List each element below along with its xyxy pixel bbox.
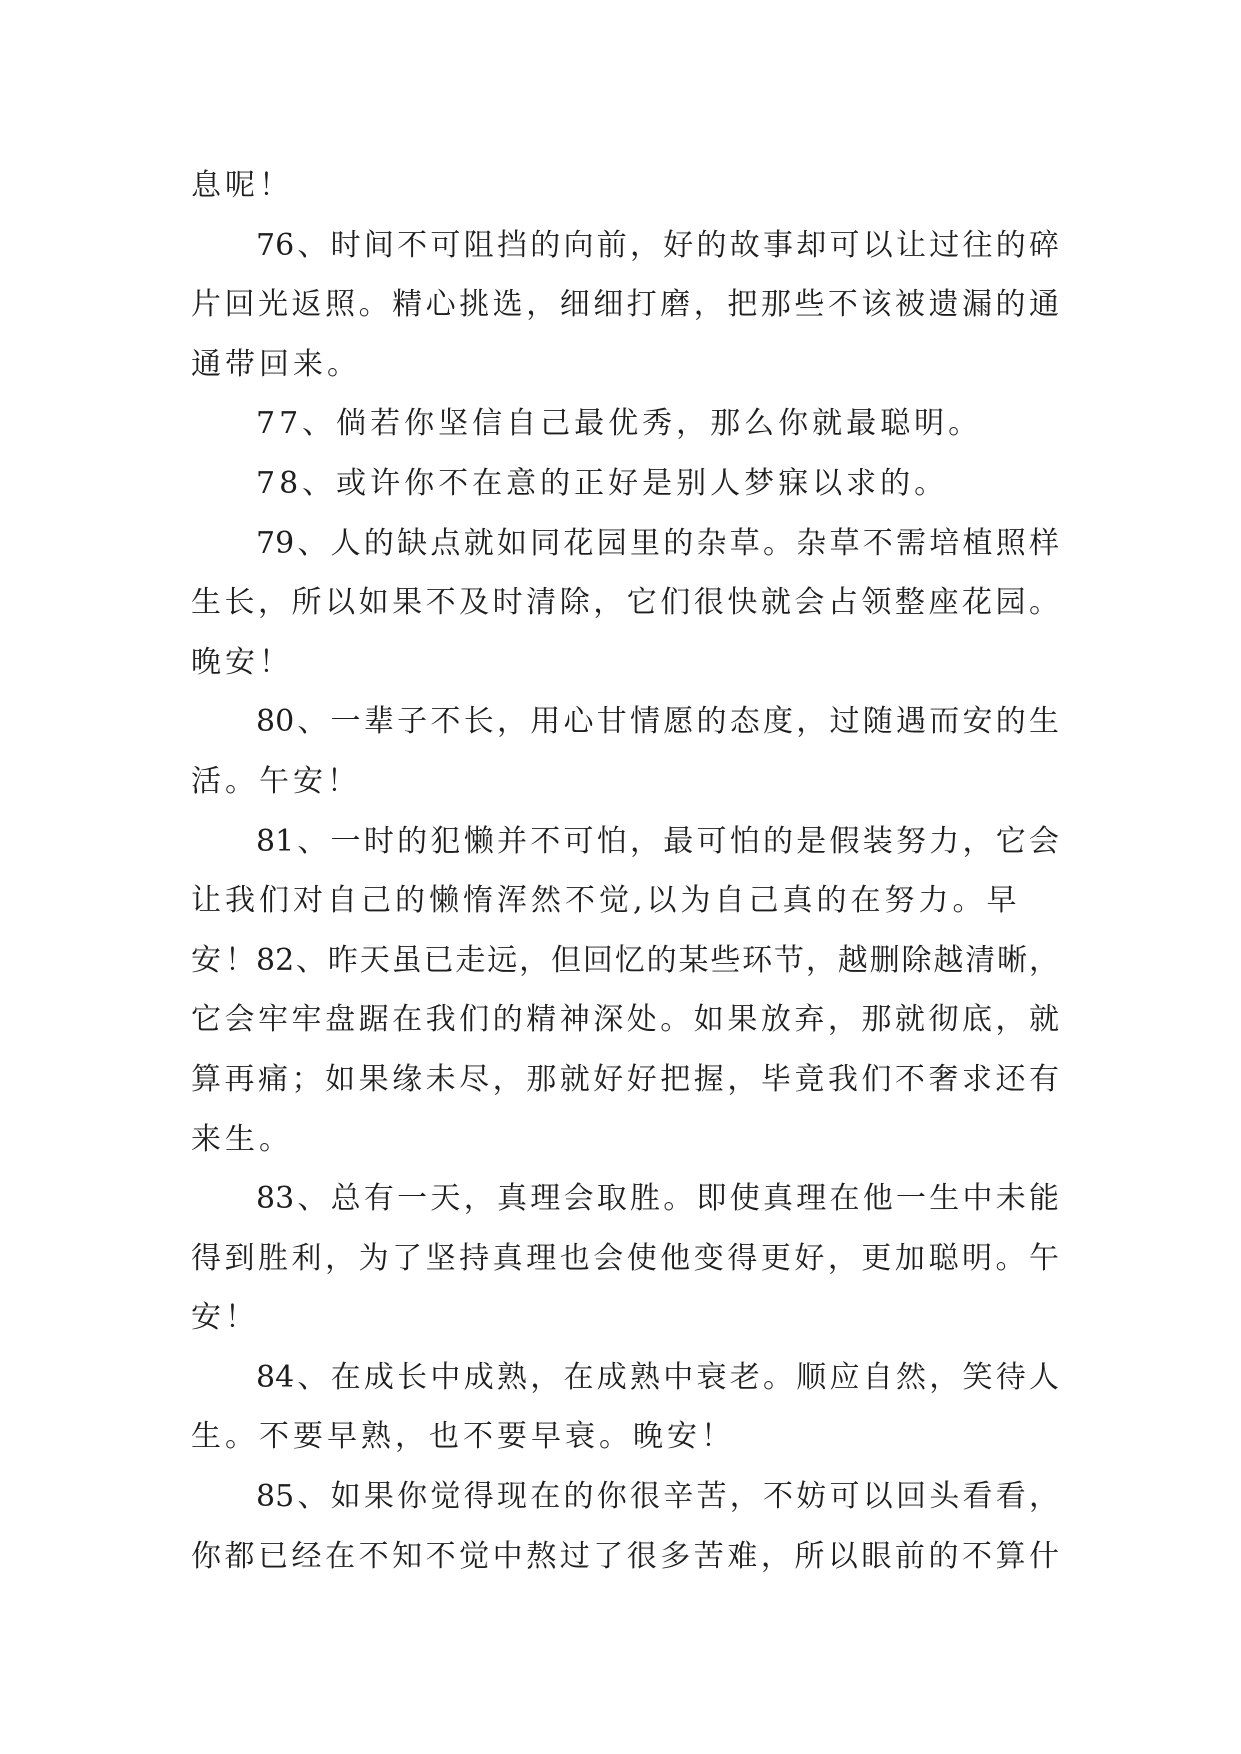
paragraph-line: 80、一辈子不长，用心甘情愿的态度，过随遇而安的生 <box>256 704 1059 740</box>
paragraph-84 <box>191 1348 1059 1467</box>
paragraph-line: 通带回来。 <box>191 346 361 382</box>
paragraph-line: 76、时间不可阻挡的向前，好的故事却可以让过往的碎 <box>256 227 1059 263</box>
paragraph-line: 算再痛；如果缘未尽，那就好好把握，毕竟我们不奢求还有 <box>191 1061 1059 1097</box>
paragraph-80 <box>191 692 1059 811</box>
paragraph-line: 84、在成长中成熟，在成熟中衰老。顺应自然，笑待人 <box>256 1359 1059 1395</box>
paragraph-line: 79、人的缺点就如同花园里的杂草。杂草不需培植照样 <box>256 525 1059 561</box>
paragraph-77 <box>191 394 1059 454</box>
paragraph-75-continuation <box>191 156 1059 216</box>
paragraph-line: 77、倘若你坚信自己最优秀，那么你就最聪明。 <box>256 406 983 442</box>
paragraph-line: 78、或许你不在意的正好是别人梦寐以求的。 <box>256 465 949 501</box>
paragraph-line: 片回光返照。精心挑选，细细打磨，把那些不该被遗漏的通 <box>191 287 1059 323</box>
document-body <box>191 156 1059 1586</box>
paragraph-79 <box>191 514 1059 693</box>
paragraph-line: 83、总有一天，真理会取胜。即使真理在他一生中未能 <box>256 1181 1059 1217</box>
paragraph-line: 81、一时的犯懒并不可怕，最可怕的是假装努力，它会 <box>256 823 1059 859</box>
paragraph-line: 来生。 <box>191 1121 293 1157</box>
paragraph-line: 你都已经在不知不觉中熬过了很多苦难，所以眼前的不算什 <box>191 1538 1059 1574</box>
paragraph-line: 晚安！ <box>191 644 293 680</box>
paragraph-line: 85、如果你觉得现在的你很辛苦，不妨可以回头看看， <box>256 1479 1059 1515</box>
paragraph-line: 它会牢牢盘踞在我们的精神深处。如果放弃，那就彻底，就 <box>191 1002 1059 1038</box>
paragraph-line: 活。午安！ <box>191 763 361 799</box>
paragraph-line: 生。不要早熟，也不要早衰。晚安！ <box>191 1419 735 1455</box>
paragraph-85 <box>191 1467 1059 1586</box>
paragraph-line: 得到胜利，为了坚持真理也会使他变得更好，更加聪明。午 <box>191 1240 1059 1276</box>
paragraph-83 <box>191 1169 1059 1348</box>
paragraph-line: 息呢！ <box>191 168 293 203</box>
paragraph-line: 安！ <box>191 1300 259 1336</box>
paragraph-line: 82、昨天虽已走远，但回忆的某些环节，越删除越清晰， <box>256 942 1059 978</box>
paragraph-76 <box>191 216 1059 395</box>
paragraph-78 <box>191 454 1059 514</box>
paragraph-line: 让我们对自己的懒惰浑然不觉,以为自己真的在努力。早安！ <box>191 883 1021 978</box>
paragraph-line: 生长，所以如果不及时清除，它们很快就会占领整座花园。 <box>191 585 1059 621</box>
paragraph-82 <box>191 931 1059 1169</box>
